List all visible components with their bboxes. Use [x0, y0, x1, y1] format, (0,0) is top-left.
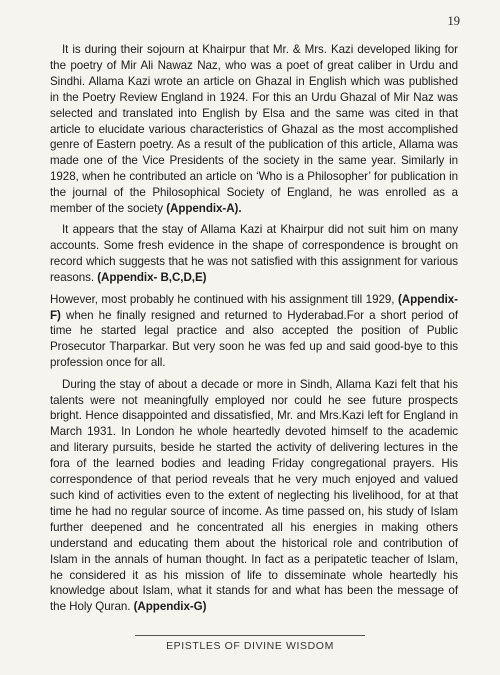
page-number: 19	[447, 14, 460, 28]
paragraph	[50, 377, 458, 616]
paragraph	[50, 42, 458, 217]
paragraph-text: However, most probably he continued with his assignment till 1929,	[50, 292, 398, 306]
body-text	[50, 42, 458, 615]
appendix-reference: (Appendix-G)	[133, 600, 207, 614]
paragraph-text: It appears that the stay of Allama Kazi at Khairpur did not suit him on many accounts. Some fresh evidence in the shape of correspondence is brought on record which suggests that he was not satisfied with this assignment for various reasons.	[50, 223, 458, 285]
footer-title: EPISTLES OF DIVINE WISDOM	[166, 640, 334, 652]
paragraph	[50, 222, 458, 286]
paragraph-text: when he finally resigned and returned to Hyderabad.For a short period of time he started legal practice and also accepted the position of Public Prosecutor Tharparkar. But very soon he was fed up and said good-bye to this profession once for all.	[50, 308, 458, 370]
page-footer	[0, 635, 500, 652]
paragraph	[50, 292, 458, 372]
appendix-reference: (Appendix-A).	[166, 202, 242, 216]
appendix-reference: (Appendix- B,C,D,E)	[97, 271, 207, 285]
footer-rule	[135, 635, 365, 636]
appendix-reference: (Appendix-F)	[50, 292, 458, 322]
paragraph-text: It is during their sojourn at Khairpur that Mr. & Mrs. Kazi developed liking for the poetry of Mir Ali Nawaz Naz, who was a poet of great caliber in Urdu and Sindhi. Allama Kazi wrote an article on Ghazal in English which was published in the Poetry Review England in 1924. For this an Urdu Ghazal of Mir Naz was selected and translated into English by Elsa and the same was cited in that article to elucidate various characteristics of Ghazal as the most accomplished genre of Eastern poetry. As a result of the publication of this article, Allama was made one of the Vice Presidents of the society in the same year. Similarly in 1928, when he contributed an article on ‘Who is a Philosopher’ for publication in the journal of the Philosophical Society of England, he was enrolled as a member of the society	[50, 43, 458, 216]
paragraph-text: During the stay of about a decade or more in Sindh, Allama Kazi felt that his talents were not meaningfully employed nor could he see future prospects bright. Hence disappointed and dissatisfied, Mr. and Mrs.Kazi left for England in March 1931. In London he whole heartedly devoted himself to the academic and literary pursuits, beside he started the activity of delivering lectures in the fora of the learned bodies and leading Friday congregational prayers. His correspondence of that period reveals that he very much enjoyed and valued such kind of activities even to the extent of neglecting his livelihood, for at that time he had no regular source of income. As time passed on, his study of Islam further deepened and he concentrated all his energies in making others understand and educating them about the historical role and contribution of Islam in the annals of human thought. In fact as a peripatetic teacher of Islam, he considered it as his mission of life to disseminate whole heartedly his knowledge about Islam, what it stands for and what has been the message of the Holy Quran.	[50, 377, 458, 614]
